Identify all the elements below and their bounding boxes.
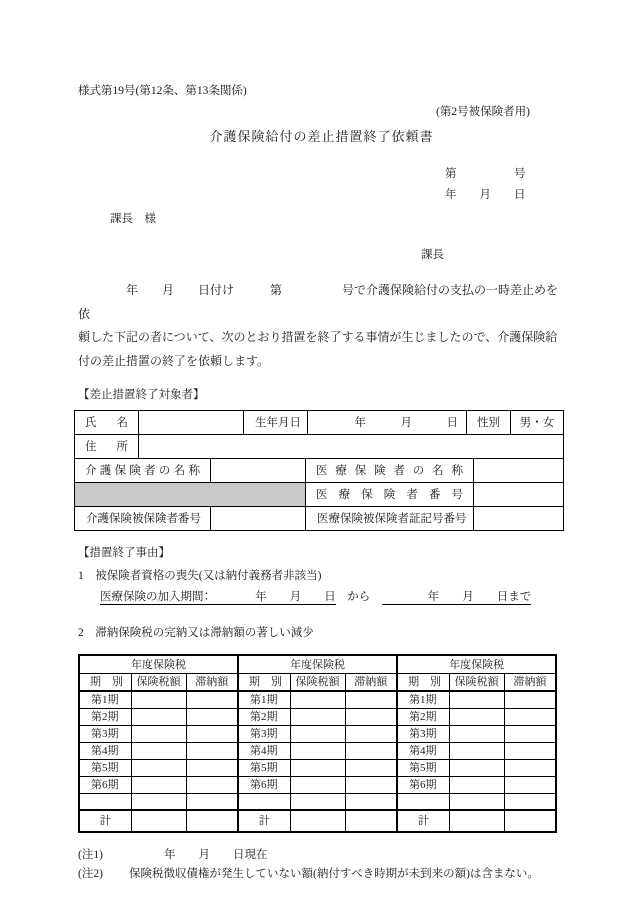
arrears-cell (186, 777, 238, 794)
arrears-cell (186, 743, 238, 760)
total-tax-amount-cell (290, 810, 345, 832)
tax-amount-column-header: 保険税額 (290, 674, 345, 692)
period-cell: 第5期 (79, 760, 131, 777)
tax-amount-cell (449, 760, 504, 777)
medical-symbol-label-cell: 医療保険被保険者証記号番号 (306, 507, 474, 531)
arrears-cell (186, 691, 238, 709)
period-column-header: 期 別 (238, 674, 290, 692)
arrears-column-header: 滞納額 (186, 674, 238, 692)
arrears-cell (504, 691, 556, 709)
period-cell (397, 794, 449, 811)
tax-amount-cell (449, 794, 504, 811)
total-label-cell: 計 (79, 810, 131, 832)
period-cell: 第1期 (79, 691, 131, 709)
tax-amount-cell (131, 777, 186, 794)
form-number: 様式第19号(第12条、第13条関係) (78, 85, 247, 97)
reason-item-2: 2 滞納保険税の完納又は滞納額の著しい減少 (78, 627, 314, 639)
reason-item-1: 1 被保険者資格の喪失(又は納付義務者非該当) (78, 570, 322, 582)
period-column-header: 期 別 (79, 674, 131, 692)
arrears-cell (345, 760, 397, 777)
tax-amount-cell (131, 709, 186, 726)
tax-amount-cell (131, 760, 186, 777)
total-tax-amount-cell (131, 810, 186, 832)
period-cell: 第3期 (397, 726, 449, 743)
arrears-cell (345, 777, 397, 794)
insurance-period-connector: から (335, 591, 382, 603)
arrears-cell (345, 709, 397, 726)
tax-amount-cell (290, 691, 345, 709)
sex-label-cell: 性別 (467, 411, 511, 435)
tax-amount-cell (131, 794, 186, 811)
birthdate-value-cell: 年 月 日 (308, 411, 467, 435)
note-1-label: (注1) (78, 849, 103, 861)
reason-section-heading: 【措置終了事由】 (78, 547, 170, 559)
tax-amount-cell (290, 743, 345, 760)
note-1 (78, 846, 565, 865)
period-cell: 第5期 (397, 760, 449, 777)
period-cell: 第6期 (79, 777, 131, 794)
year-header-group-1: 年度保険税 (79, 655, 238, 674)
address-value-cell (139, 435, 564, 459)
tax-amount-cell (290, 777, 345, 794)
tax-arrears-table (78, 654, 557, 833)
period-cell: 第4期 (79, 743, 131, 760)
medical-number-value-cell (474, 483, 564, 507)
shaded-cell (75, 483, 306, 507)
insurance-period-from: 医療保険の加入期間： 年 月 日 (100, 591, 336, 603)
arrears-cell (345, 743, 397, 760)
note-1-text: 年 月 日現在 (164, 849, 268, 861)
arrears-cell (186, 709, 238, 726)
tax-table-empty-row (79, 794, 556, 811)
year-header-group-2: 年度保険税 (238, 655, 397, 674)
period-cell: 第3期 (79, 726, 131, 743)
period-cell: 第6期 (238, 777, 290, 794)
care-insurer-value-cell (211, 459, 306, 483)
arrears-column-header: 滞納額 (345, 674, 397, 692)
arrears-cell (345, 794, 397, 811)
audience-note: (第2号被保険者用) (436, 106, 530, 118)
table-row (75, 483, 564, 507)
document-content (78, 0, 565, 884)
tax-amount-cell (449, 743, 504, 760)
table-row (75, 507, 564, 531)
arrears-cell (504, 709, 556, 726)
period-cell: 第2期 (397, 709, 449, 726)
document-number-line: 第 号 (445, 168, 526, 180)
arrears-cell (504, 726, 556, 743)
period-cell: 第1期 (238, 691, 290, 709)
care-insured-number-value-cell (211, 507, 306, 531)
tax-table-column-header-row (79, 674, 556, 692)
total-label-cell: 計 (397, 810, 449, 832)
arrears-cell (504, 743, 556, 760)
note-2-label: (注2) (78, 868, 103, 880)
total-arrears-cell (504, 810, 556, 832)
request-paragraph-line-2: 頼した下記の者について、次のとおり措置を終了する事情が生じましたので、介護保険給 (78, 330, 558, 344)
care-insurer-label-cell: 介護保険者の名称 (75, 459, 211, 483)
period-cell (238, 794, 290, 811)
arrears-cell (186, 794, 238, 811)
page-title: 介護保険給付の差止措置終了依頼書 (209, 129, 434, 144)
address-label-cell: 住 所 (75, 435, 139, 459)
notes-block (78, 846, 565, 884)
medical-symbol-value-cell (474, 507, 564, 531)
tax-amount-cell (290, 794, 345, 811)
tax-table-year-header-row (79, 655, 556, 674)
tax-amount-column-header: 保険税額 (449, 674, 504, 692)
arrears-cell (345, 726, 397, 743)
request-paragraph-line-3: 付の差止措置の終了を依頼します。 (78, 353, 270, 368)
tax-amount-column-header: 保険税額 (131, 674, 186, 692)
total-tax-amount-cell (449, 810, 504, 832)
insurance-period-line (100, 588, 565, 606)
tax-amount-cell (449, 709, 504, 726)
tax-amount-cell (290, 709, 345, 726)
tax-amount-cell (131, 743, 186, 760)
addressee: 課長 様 (110, 213, 156, 225)
tax-table-row (79, 726, 556, 743)
tax-table-row (79, 743, 556, 760)
tax-amount-cell (449, 726, 504, 743)
medical-insurer-label-cell: 医療保険者の名称 (306, 459, 474, 483)
birthdate-label-cell: 生年月日 (244, 411, 308, 435)
period-cell: 第6期 (397, 777, 449, 794)
tax-amount-cell (131, 726, 186, 743)
arrears-cell (186, 726, 238, 743)
arrears-cell (504, 777, 556, 794)
sex-value-cell: 男・女 (511, 411, 564, 435)
note-2-text: 保険税徴収債権が発生していない額(納付すべき時期が未到来の額)は含まない。 (129, 868, 539, 880)
tax-table-row (79, 760, 556, 777)
period-cell: 第2期 (79, 709, 131, 726)
request-paragraph (78, 279, 565, 373)
total-arrears-cell (186, 810, 238, 832)
total-label-cell: 計 (238, 810, 290, 832)
arrears-cell (345, 691, 397, 709)
insurance-period-to: 年 月 日まで (381, 591, 532, 603)
request-paragraph-line-1: 年 月 日付け 第 号で介護保険給付の支払の一時差止めを依 (78, 283, 559, 321)
table-row (75, 435, 564, 459)
arrears-cell (504, 760, 556, 777)
medical-insurer-value-cell (474, 459, 564, 483)
arrears-cell (504, 794, 556, 811)
total-arrears-cell (345, 810, 397, 832)
sender-title: 課長 (421, 249, 444, 261)
table-row (75, 459, 564, 483)
year-header-group-3: 年度保険税 (397, 655, 556, 674)
period-column-header: 期 別 (397, 674, 449, 692)
target-person-table-bottom (74, 458, 564, 531)
target-section-heading: 【差止措置終了対象者】 (78, 389, 205, 401)
medical-number-label-cell: 医療保険者番号 (306, 483, 474, 507)
tax-table-row (79, 777, 556, 794)
period-cell: 第4期 (397, 743, 449, 760)
tax-amount-cell (290, 760, 345, 777)
tax-table-total-row (79, 810, 556, 832)
tax-amount-cell (449, 691, 504, 709)
table-row (75, 411, 564, 435)
care-insured-number-label-cell: 介護保険被保険者番号 (75, 507, 211, 531)
period-cell: 第3期 (238, 726, 290, 743)
name-label-cell: 氏 名 (75, 411, 139, 435)
target-person-table-top (74, 410, 564, 459)
tax-amount-cell (131, 691, 186, 709)
document-date-line: 年 月 日 (445, 189, 526, 201)
note-2 (78, 865, 565, 884)
name-value-cell (139, 411, 244, 435)
tax-table-row (79, 691, 556, 709)
period-cell: 第5期 (238, 760, 290, 777)
tax-amount-cell (290, 726, 345, 743)
period-cell: 第2期 (238, 709, 290, 726)
document-number-block (445, 164, 565, 206)
period-cell: 第4期 (238, 743, 290, 760)
tax-amount-cell (449, 777, 504, 794)
arrears-column-header: 滞納額 (504, 674, 556, 692)
arrears-cell (186, 760, 238, 777)
period-cell (79, 794, 131, 811)
period-cell: 第1期 (397, 691, 449, 709)
tax-table-row (79, 709, 556, 726)
